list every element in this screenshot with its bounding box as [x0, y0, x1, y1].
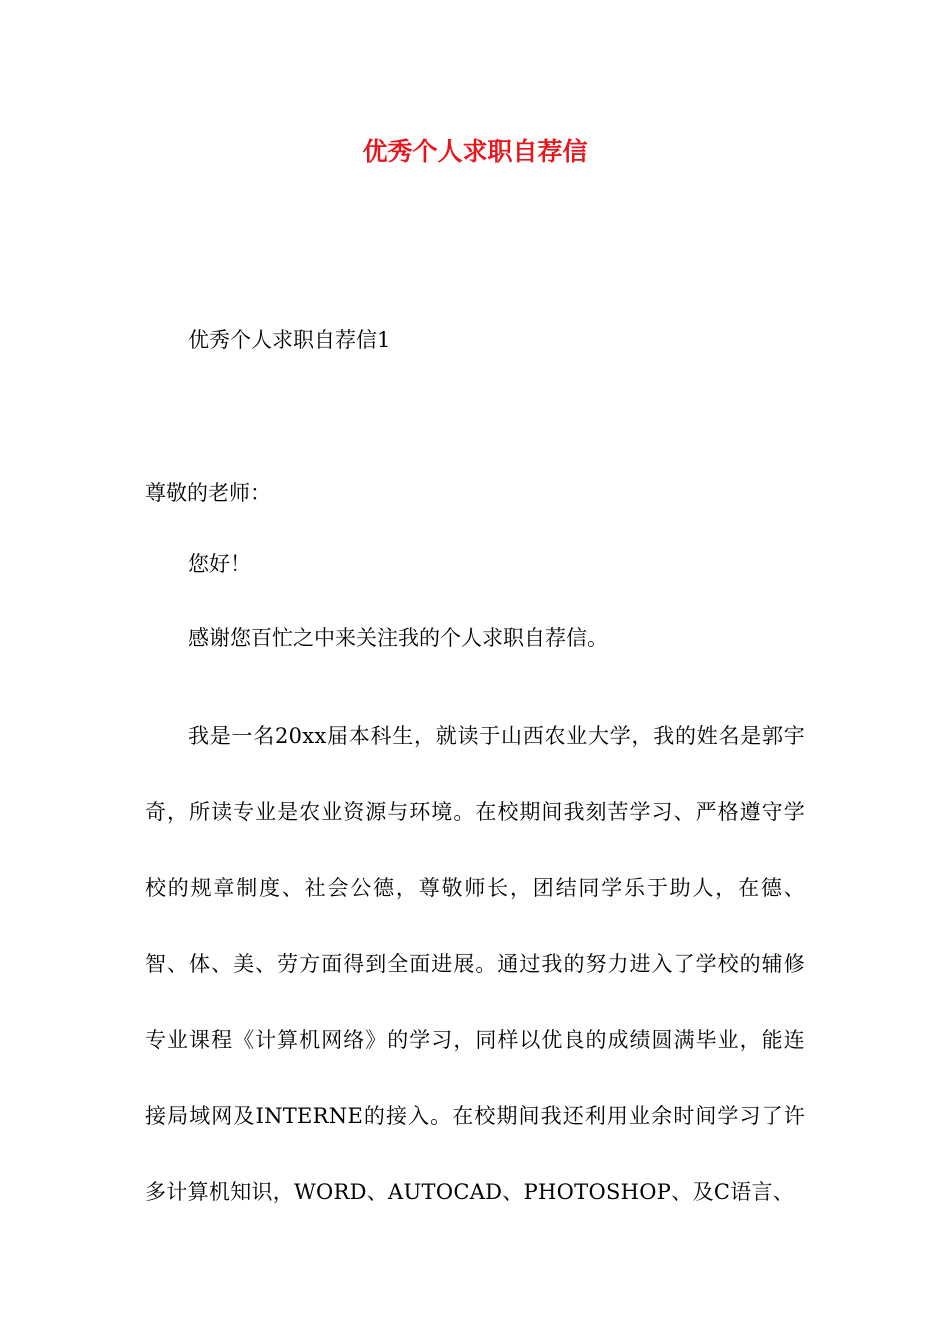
greeting: 您好！	[188, 552, 251, 576]
opening-sentence: 感谢您百忙之中来关注我的个人求职自荐信。	[188, 626, 608, 650]
body-paragraph: 我是一名20xx届本科生，就读于山西农业大学，我的姓名是郭宇奇，所读专业是农业资源与环境。在校期间我刻苦学习、严格遵守学校的规章制度、社会公德，尊敬师长，团结同学乐于助人，在德、智、体、美、劳方面得到全面进展。通过我的努力进入了学校的辅修专业课程《计算机网络》的学习，同样以优良的成绩圆满毕业，能连接局域网及INTERNE的接入。在校期间我还利用业余时间学习了许多计算机知识，WORD、AUTOCAD、PHOTOSHOP、及C语言、	[145, 724, 805, 1204]
section-heading: 优秀个人求职自荐信1	[188, 328, 391, 352]
salutation: 尊敬的老师：	[145, 481, 271, 505]
document-title: 优秀个人求职自荐信	[362, 137, 588, 166]
